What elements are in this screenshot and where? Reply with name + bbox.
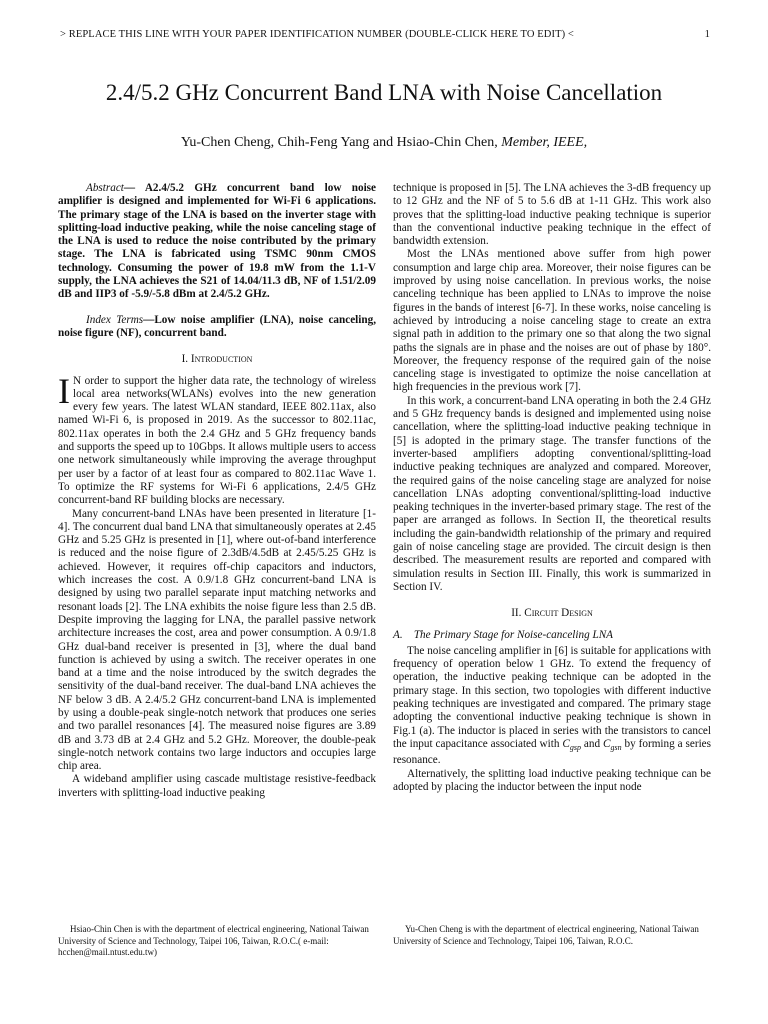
circuit-paragraph-1 [393, 645, 711, 768]
index-terms [58, 314, 376, 341]
intro-paragraph-1-text: N order to support the higher data rate, the technology of wireless local area networks(WLANs) evolves into the new generation every few years. The latest WLAN standard, IEEE 802.11ax, also named Wi-Fi 6, is proposed in 2019. As the successor to 802.11ac, 802.11ax operates in both the 2.4 GHz and 5 GHz frequency bands and supports the speed up to 10Gbps. It allows multiple users to access one network simultaneously while improving the average throughput per user by a factor of at least four as compared to 802.11ac Wave 1. To optimize the RF systems for Wi-Fi 6 applications, 2.4/5 GHz concurrent-band RF building blocks are necessary. [58, 374, 376, 507]
index-terms-text: Low noise amplifier (LNA), noise canceling, noise figure (NF), concurrent band. [58, 313, 376, 339]
math-cgsp [562, 737, 581, 753]
abstract-lead: Abstract [86, 182, 124, 194]
math-cgsn-base: C [603, 737, 611, 750]
section-heading-introduction [58, 353, 376, 366]
right-paragraph-3: In this work, a concurrent-band LNA operating in both the 2.4 GHz and 5 GHz frequency bands is designed and implemented using noise cancellation, where the splitting-load inductive peaking technique in [5] is adopted in the primary stage. The transfer functions of the inverter-based amplifiers adopting conventional/splitting-load inductive peaking techniques are analyzed and compared. Moreover, the required gains of the noise canceling stage are analyzed for noise cancellation LNAs adopting conventional/splitting-load inductive peaking techniques in the inverter-based primary stage. The rest of the paper are arranged as follows. In Section II, the theoretical results including the gain-bandwidth relationship of the primary and required gain of noise canceling stage are provided. The circuit design is then described. The measurement results are reported and compared with simulation results in Section III. Finally, this work is summarized in Section IV. [393, 394, 711, 593]
subsection-heading: A. The Primary Stage for Noise-canceling LNA [393, 628, 613, 641]
circuit-paragraph-2: Alternatively, the splitting load inductive peaking technique can be adopted by placing the inductor between the input node [393, 767, 711, 793]
abstract-text: A2.4/5.2 GHz concurrent band low noise amplifier is designed and implemented for Wi-Fi 6 applications. The primary stage of the LNA is based on the inverter stage with splitting-load inductive peaking, while the noise canceling stage of the LNA is used to reduce the noise contributed by the primary stage. The LNA is fabricated using TSMC 90nm CMOS technology. Consuming the power of 19.8 mW from the 1.1-V supply, the LNA achieves the S21 of 14.04/11.3 dB, NF of 1.51/2.09 dB and IIP3 of -5.9/-5.8 dBm at 2.4/5.2 GHz. [58, 182, 376, 301]
section-heading-circuit-design [393, 607, 711, 620]
circuit-paragraph-1-text-b: by forming a series resonance. [393, 737, 712, 767]
section-title: Introduction [190, 353, 253, 366]
index-terms-dash: — [143, 313, 155, 326]
intro-paragraph-3: A wideband amplifier using cascade multistage resistive-feedback inverters with splitting-load inductive peaking [58, 773, 376, 799]
abstract-dash: — [123, 182, 145, 194]
section-number: I. [181, 353, 189, 366]
math-cgsn [603, 737, 622, 753]
footnote-left: Hsiao-Chin Chen is with the department of electrical engineering, National Taiwan University of Science and Technology, Taipei 106, Taiwan, R.O.C.( e-mail: hcchen@mail.ntust.edu.tw) [58, 924, 369, 957]
right-paragraph-1: technique is proposed in [5]. The LNA achieves the 3-dB frequency up to 12 GHz and the NF of 5 to 5.6 dB at 1-11 GHz. This work also proves that the splitting-load inductive peaking technique is superior than the conventional inductive peaking technique in the effect of bandwidth extension. [393, 182, 711, 248]
section-number: II. [511, 607, 522, 620]
intro-paragraph-1 [58, 370, 376, 508]
right-column [393, 182, 711, 794]
circuit-paragraph-1-and: and [580, 737, 603, 750]
header-text: > REPLACE THIS LINE WITH YOUR PAPER IDENTIFICATION NUMBER (DOUBLE-CLICK HERE TO EDIT) < [60, 29, 574, 40]
abstract [58, 182, 376, 302]
paper-title: 2.4/5.2 GHz Concurrent Band LNA with Noise Cancellation [105, 80, 663, 105]
running-header [60, 29, 710, 40]
math-cgsp-sub: gsp [569, 743, 581, 753]
index-terms-lead: Index Terms [86, 313, 144, 326]
section-title: Circuit Design [524, 607, 593, 620]
math-cgsn-sub: gsn [610, 743, 622, 753]
drop-cap: I [58, 370, 70, 411]
author-names: Yu-Chen Cheng, Chih-Feng Yang and Hsiao-Chin Chen, [180, 135, 498, 150]
footnote-right: Yu-Chen Cheng is with the department of electrical engineering, National Taiwan University of Science and Technology, Taipei 106, Taiwan, R.O.C. [393, 924, 699, 946]
circuit-paragraph-1-text-a: The noise canceling amplifier in [6] is suitable for applications with frequency of operation below 1 GHz. To extend the frequency of operation, the inductive peaking technique can be adopted in the primary stage. In this section, two topologies with different inductive peaking techniques are investigated and compared. The primary stage adopting the conventional inductive peaking technique is shown in Fig.1 (a). The inductor is placed in series with the transistors to cancel the input capacitance associated with [393, 644, 711, 750]
math-cgsp-base: C [562, 737, 570, 750]
author-membership: Member, IEEE, [501, 135, 588, 150]
right-paragraph-2: Most the LNAs mentioned above suffer from high power consumption and large chip area. Moreover, their noise figures can be improved by using noise cancellation. In previous works, the noise canceling technique has been applied to LNAs to improve the noise figures in the bands of interest [6-7]. In these works, noise canceling is achieved by introducing a noise canceling stage to create an extra signal path in addition to the primary one so that along the two signal paths the signals are in phase and the noises are out of phase by 180°. Moreover, the frequency response of the required gain of the noise canceling stage is investigated to optimize the noise cancellation at high frequencies in the previous work [7]. [393, 248, 711, 394]
author-line [0, 135, 768, 151]
left-column [58, 182, 376, 800]
page-number: 1 [704, 29, 710, 40]
intro-paragraph-2: Many concurrent-band LNAs have been presented in literature [1-4]. The concurrent dual band LNA that simultaneously operates at 2.45 GHz and 5.25 GHz is presented in [1], where out-of-band interference is reduced and the noise figure of 2.3dB/4.5dB at 2.45/5.25 GHz is achieved. However, it requires off-chip capacitors and inductors, which increases the cost. A 0.9/1.8 GHz concurrent-band LNA is designed by using two parallel separate input matching networks and resonant loads [2]. The LNA exhibits the noise figure less than 2.5 dB. Despite improving the lagging for LNA, the parallel passive network architecture increases the cost, area and power consumption. A 0.9/1.8 GHz dual-band receiver is presented in [3], where the dual band function is achieved by using a switch. The receiver operates in one band at a time and the noise introduced by the switch degrades the sensitivity of the dual-band receiver. The dual-band LNA achieves the NF below 3 dB. A 2.4/5.2 GHz concurrent-band LNA is implemented by using a double-peak single-notch network that produces one series and two parallel resonances [4]. The measured noise figures are 3.89 dB and 3.73 dB at 2.4 GHz and 5.2 GHz. Moreover, the double-peak single-notch network contains two large inductors and occupies large chip area. [58, 507, 376, 773]
